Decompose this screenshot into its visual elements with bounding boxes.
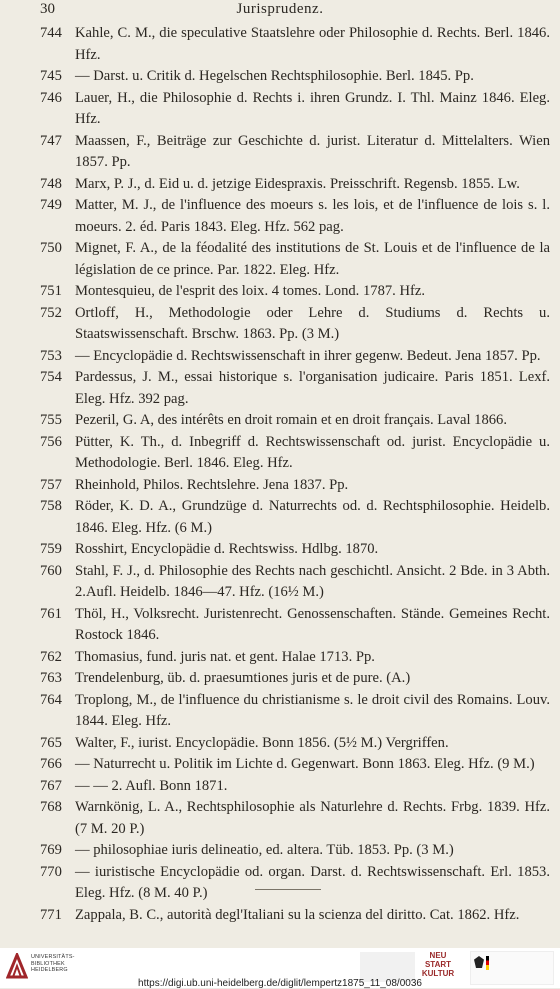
neustart-kultur-logo: NEU START KULTUR bbox=[421, 951, 455, 978]
entry-number: 747 bbox=[40, 132, 62, 149]
catalog-entry bbox=[40, 66, 550, 88]
entry-text: Maassen, F., Beiträge zur Geschichte d. jurist. Literatur d. Mittelalters. Wien 1857. Pp. bbox=[75, 132, 550, 170]
catalog-entry bbox=[40, 776, 550, 798]
entry-text: Pezeril, G. A, des intérêts en droit romain et en droit français. Laval 1866. bbox=[75, 412, 508, 428]
catalog-entry bbox=[40, 131, 550, 174]
entry-text: — Darst. u. Critik d. Hegelschen Rechtsphilosophie. Berl. 1845. Pp. bbox=[75, 68, 474, 84]
entry-number: 753 bbox=[40, 347, 62, 364]
permalink-url[interactable]: https://digi.ub.uni-heidelberg.de/diglit/lempertz1875_11_08/0036 bbox=[138, 978, 422, 989]
eagle-icon bbox=[474, 956, 484, 968]
entry-number: 745 bbox=[40, 68, 62, 84]
entry-number: 755 bbox=[40, 412, 62, 428]
end-rule bbox=[255, 889, 321, 890]
entry-text: — iuristische Encyclopädie od. organ. Darst. d. Rechtswissenschaft. Erl. 1853. Eleg. Hfz. (8 M. 40 P.) bbox=[75, 863, 550, 901]
entry-text: Mignet, F. A., de la féodalité des institutions de St. Louis et de l'influence de la législation de ce prince. Par. 1822. Eleg. Hfz. bbox=[75, 240, 550, 278]
entry-number: 754 bbox=[40, 369, 62, 385]
catalog-entry bbox=[40, 410, 550, 432]
catalog-entry bbox=[40, 195, 550, 238]
entry-number: 762 bbox=[40, 648, 62, 665]
entry-number: 760 bbox=[40, 562, 62, 579]
entry-number: 756 bbox=[40, 433, 62, 450]
catalog-entry bbox=[40, 561, 550, 604]
entry-number: 770 bbox=[40, 863, 62, 880]
catalog-entry bbox=[40, 346, 550, 368]
catalog-entry bbox=[40, 88, 550, 131]
university-library-logo-icon bbox=[6, 953, 28, 979]
catalog-entry bbox=[40, 905, 550, 927]
entry-text: — Naturrecht u. Politik im Lichte d. Gegenwart. Bonn 1863. Eleg. Hfz. (9 M.) bbox=[75, 756, 535, 772]
entry-text: Troplong, M., de l'influence du christianisme s. le droit civil des Romains. Louv. 1844. Eleg. Hfz. bbox=[75, 691, 550, 729]
catalog-entry bbox=[40, 432, 550, 475]
catalog-entry bbox=[40, 604, 550, 647]
entry-number: 744 bbox=[40, 25, 62, 41]
entry-number: 769 bbox=[40, 842, 62, 858]
entry-text: Zappala, B. C., autorità degl'Italiani su la scienza del diritto. Cat. 1862. Hfz. bbox=[75, 906, 520, 923]
entry-text: — philosophiae iuris delineatio, ed. altera. Tüb. 1853. Pp. (3 M.) bbox=[75, 842, 454, 858]
entry-number: 749 bbox=[40, 197, 62, 213]
entry-text: — Encyclopädie d. Rechtswissenschaft in ihrer gegenw. Bedeut. Jena 1857. Pp. bbox=[75, 347, 541, 364]
entry-text: Trendelenburg, üb. d. praesumtiones juris et de pure. (A.) bbox=[75, 670, 411, 686]
page-number: 30 bbox=[40, 1, 55, 17]
catalog-entry bbox=[40, 840, 550, 862]
entry-number: 765 bbox=[40, 734, 62, 751]
entry-text: Rosshirt, Encyclopädie d. Rechtswiss. Hdlbg. 1870. bbox=[75, 541, 379, 557]
entry-text: Thöl, H., Volksrecht. Juristenrecht. Genossenschaften. Stände. Gemeines Recht. Rostock 1846. bbox=[75, 605, 550, 643]
entry-number: 758 bbox=[40, 498, 62, 514]
catalog-entry bbox=[40, 23, 550, 66]
entry-number: 761 bbox=[40, 605, 62, 622]
entry-text: Pütter, K. Th., d. Inbegriff d. Rechtswissenschaft od. jurist. Encyclopädie u. Methodologie. Berl. 1846. Eleg. Hfz. bbox=[75, 433, 550, 471]
catalog-entries bbox=[40, 23, 550, 926]
entry-number: 748 bbox=[40, 175, 62, 192]
catalog-entry bbox=[40, 174, 550, 196]
entry-number: 768 bbox=[40, 799, 62, 815]
catalog-entry bbox=[40, 690, 550, 733]
entry-text: — — 2. Aufl. Bonn 1871. bbox=[75, 777, 228, 794]
catalog-entry bbox=[40, 303, 550, 346]
entry-text: Lauer, H., die Philosophie d. Rechts i. ihren Grundz. I. Thl. Mainz 1846. Eleg. Hfz. bbox=[75, 89, 550, 127]
entry-text: Kahle, C. M., die speculative Staatslehre oder Philosophie d. Rechts. Berl. 1846. Hfz. bbox=[75, 25, 550, 63]
flag-icon bbox=[486, 956, 489, 970]
entry-number: 759 bbox=[40, 541, 62, 557]
catalog-entry bbox=[40, 733, 550, 755]
entry-number: 752 bbox=[40, 304, 62, 321]
entry-text: Walter, F., iurist. Encyclopädie. Bonn 1856. (5½ M.) Vergriffen. bbox=[75, 734, 449, 751]
catalog-entry bbox=[40, 668, 550, 690]
catalog-entry bbox=[40, 496, 550, 539]
catalog-entry bbox=[40, 475, 550, 497]
catalog-entry bbox=[40, 367, 550, 410]
catalog-entry bbox=[40, 647, 550, 669]
catalog-entry bbox=[40, 238, 550, 281]
entry-text: Thomasius, fund. juris nat. et gent. Halae 1713. Pp. bbox=[75, 648, 375, 665]
entry-number: 767 bbox=[40, 777, 62, 794]
entry-text: Matter, M. J., de l'influence des moeurs s. les lois, et de l'influence de lois s. l. moeurs. 2. éd. Paris 1843. Eleg. Hfz. 562 pag. bbox=[75, 197, 550, 235]
entry-text: Pardessus, J. M., essai historique s. l'organisation judicaire. Paris 1851. Lexf. Eleg. Hfz. 392 pag. bbox=[75, 369, 550, 407]
entry-number: 763 bbox=[40, 670, 62, 686]
entry-text: Ortloff, H., Methodologie oder Lehre d. Studiums d. Rechts u. Staatswissenschaft. Brschw. 1863. Pp. (3 M.) bbox=[75, 304, 550, 342]
entry-number: 757 bbox=[40, 476, 62, 493]
catalog-entry bbox=[40, 862, 550, 905]
entry-number: 771 bbox=[40, 906, 62, 923]
page-title: Jurisprudenz. bbox=[236, 1, 324, 17]
entry-text: Rheinhold, Philos. Rechtslehre. Jena 1837. Pp. bbox=[75, 476, 349, 493]
catalog-entry bbox=[40, 754, 550, 776]
entry-text: Stahl, F. J., d. Philosophie des Rechts nach geschichtl. Ansicht. 2 Bde. in 3 Abth. 2.Aufl. Heidelb. 1846—47. Hfz. (16½ M.) bbox=[75, 562, 550, 600]
entry-text: Warnkönig, L. A., Rechtsphilosophie als Naturlehre d. Rechts. Frbg. 1839. Hfz. (7 M. 20 P.) bbox=[75, 799, 550, 837]
entry-number: 746 bbox=[40, 89, 62, 106]
catalog-entry bbox=[40, 797, 550, 840]
viewer-footer bbox=[0, 948, 560, 988]
entry-text: Marx, P. J., d. Eid u. d. jetzige Eidespraxis. Preisschrift. Regensb. 1855. Lw. bbox=[75, 175, 520, 192]
entry-text: Montesquieu, de l'esprit des loix. 4 tomes. Lond. 1787. Hfz. bbox=[75, 283, 425, 299]
entry-number: 751 bbox=[40, 283, 62, 299]
entry-number: 764 bbox=[40, 691, 62, 708]
library-name: UNIVERSITÄTS- BIBLIOTHEK HEIDELBERG bbox=[31, 954, 75, 974]
page-header bbox=[0, 0, 560, 20]
entry-number: 750 bbox=[40, 240, 62, 256]
entry-number: 766 bbox=[40, 756, 62, 772]
catalog-entry bbox=[40, 281, 550, 303]
catalog-entry bbox=[40, 539, 550, 561]
entry-text: Röder, K. D. A., Grundzüge d. Naturrechts od. d. Rechtsphilosophie. Heidelb. 1846. Eleg. Hfz. (6 M.) bbox=[75, 498, 550, 536]
